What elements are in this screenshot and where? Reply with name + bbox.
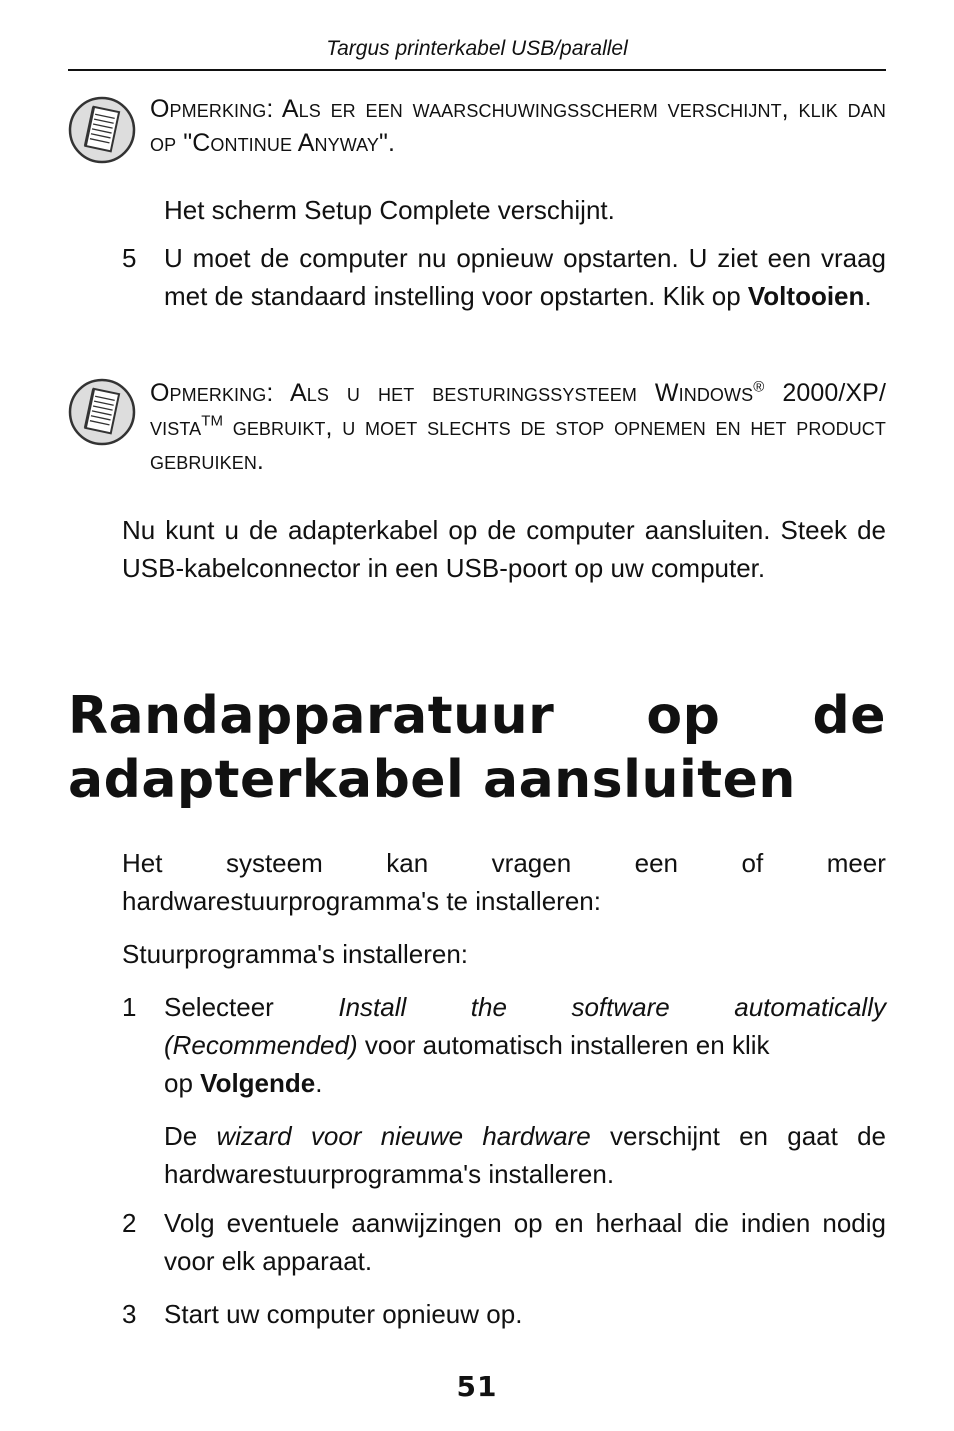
step-5-bold: Voltooien (747, 281, 865, 311)
section-title-line-1 (68, 684, 886, 748)
step-1-number: 1 (122, 992, 137, 1022)
step-5-number: 5 (122, 243, 137, 273)
registered-mark: ® (753, 378, 765, 396)
word: Het (122, 848, 163, 878)
step-1-bold: Volgende (200, 1068, 316, 1098)
note-1-label: Opmerking: (150, 95, 274, 123)
note-1-body: Als er een waarschuwingsscherm verschijnt, klik dan op "Continue Anyway". (150, 95, 886, 157)
note-1-text (150, 92, 886, 160)
notepad-icon (68, 378, 136, 446)
wizard-italic: wizard voor nieuwe hardware (216, 1121, 591, 1151)
step-3-number: 3 (122, 1299, 137, 1329)
step-2-number: 2 (122, 1208, 137, 1238)
word: of (741, 848, 764, 878)
word: meer (826, 848, 886, 878)
step-1 (122, 988, 886, 1108)
notepad-icon (68, 96, 136, 164)
word: Selecteer (164, 992, 274, 1022)
note-2-body-b: 2000/XP/ vista (150, 379, 887, 441)
step-2-body: Volg eventuele aanwijzingen op en herhaal die indien nodig voor elk apparaat. (164, 1208, 886, 1276)
note-2-label: Opmerking: (150, 379, 274, 407)
install-heading: Stuurprogramma's installeren: (122, 939, 468, 969)
note-2 (68, 372, 886, 492)
header-rule (68, 69, 886, 71)
note-1 (68, 90, 886, 180)
section-title (68, 684, 886, 812)
step-1-body (164, 988, 886, 1102)
trademark-mark: TM (201, 412, 224, 430)
word: kan (386, 848, 429, 878)
running-header: Targus printerkabel USB/parallel (326, 37, 628, 60)
intro-paragraph (122, 844, 886, 920)
page-number: 51 (456, 1370, 498, 1403)
intro-line-1 (122, 844, 886, 882)
step-1-text: voor automatisch installeren en klik (357, 1030, 770, 1060)
step-5-body (164, 239, 886, 315)
title-word: op (646, 686, 721, 746)
step-5-end: . (864, 281, 872, 311)
note-2-body-c: gebruikt, u moet slechts de stop opnemen en het product gebruiken. (150, 413, 886, 475)
step-1-line-3 (164, 1064, 886, 1102)
wizard-paragraph (164, 1117, 886, 1193)
step-3 (122, 1295, 886, 1335)
step-1-line-2 (164, 1026, 886, 1064)
italic-word: software (571, 992, 670, 1022)
step-1-line-1 (164, 988, 886, 1026)
step-2 (122, 1204, 886, 1284)
italic-phrase: (Recommended) (164, 1030, 358, 1060)
step-3-body: Start uw computer opnieuw op. (164, 1299, 523, 1329)
setup-complete-text: Het scherm Setup Complete verschijnt. (164, 195, 615, 225)
step-5 (122, 239, 886, 359)
title-word: Randapparatuur (68, 686, 555, 746)
italic-word: Install (338, 992, 407, 1022)
word: systeem (225, 848, 323, 878)
section-title-line-2: adapterkabel aansluiten (68, 750, 796, 810)
step-1-end: . (315, 1068, 323, 1098)
title-word: de (812, 686, 886, 746)
note-2-text (150, 376, 886, 478)
note-2-body-a: Als u het besturingssysteem Windows (289, 379, 754, 407)
step-5-text: U moet de computer nu opnieuw opstarten. U ziet een vraag met de standaard instelling voor opstarten. Klik op (164, 243, 886, 311)
intro-line-2: hardwarestuurprogramma's te installeren: (122, 886, 601, 916)
word: vragen (491, 848, 572, 878)
wizard-text: De (164, 1121, 217, 1151)
word: een (634, 848, 679, 878)
connect-paragraph: Nu kunt u de adapterkabel op de computer aansluiten. Steek de USB-kabelconnector in een USB-poort op uw computer. (122, 515, 886, 583)
italic-word: the (470, 992, 507, 1022)
italic-word: automatically (734, 992, 886, 1022)
step-1-text: op (164, 1068, 201, 1098)
wizard-text: verschijnt en gaat de hardwarestuurprogramma's installeren. (164, 1121, 887, 1189)
